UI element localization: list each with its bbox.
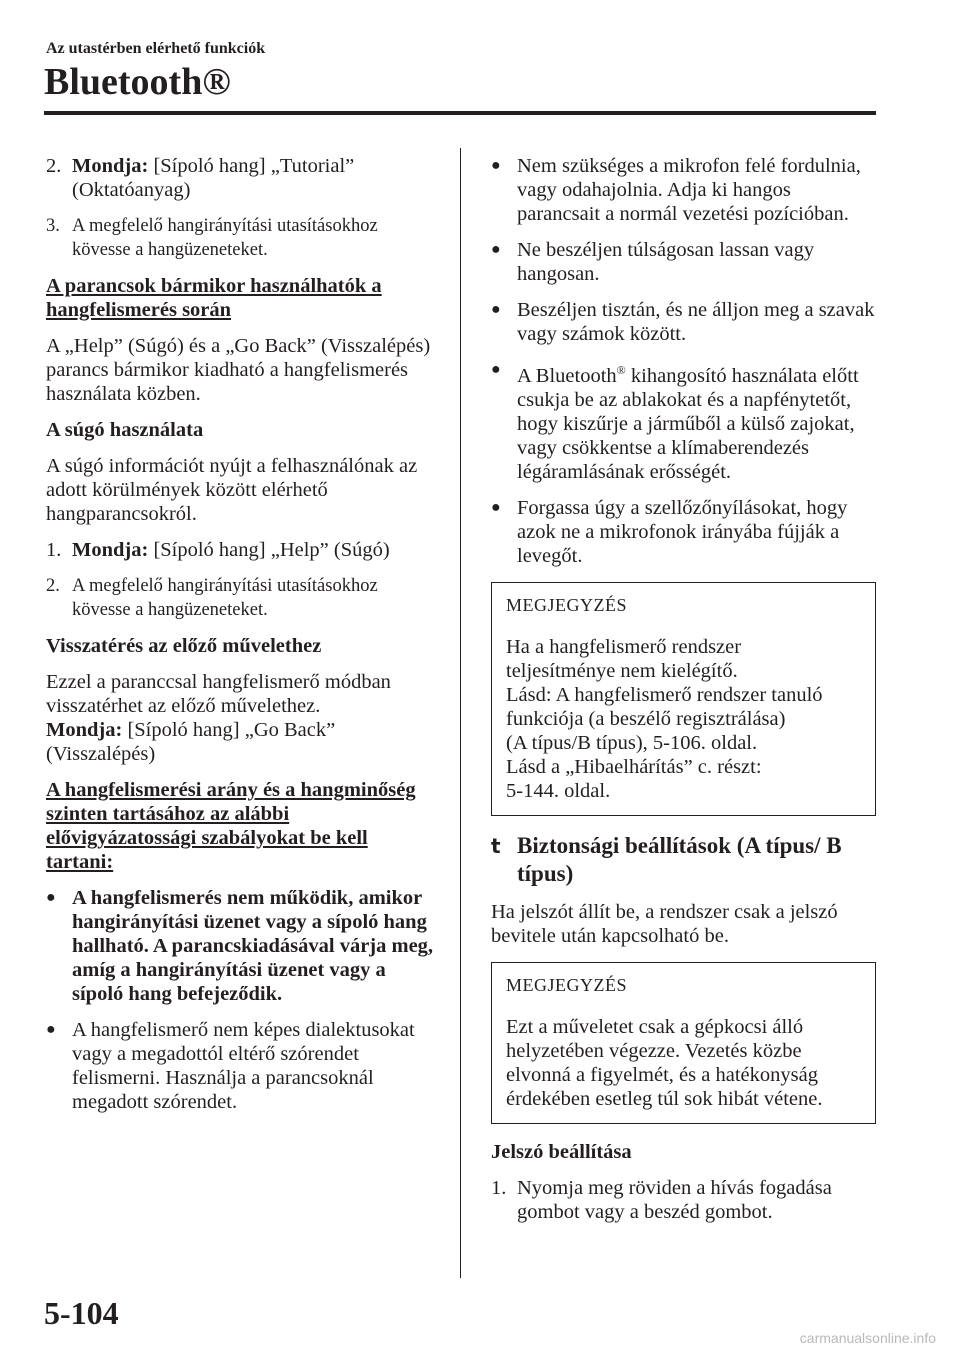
note-heading: MEGJEGYZÉS: [506, 974, 627, 995]
help-heading: A súgó használata: [46, 419, 204, 441]
step-number: 1.: [46, 539, 62, 561]
step-number: 3.: [46, 216, 60, 236]
section-marker-icon: t: [491, 833, 501, 858]
note-line: Lásd a „Hibaelhárítás” c. részt:: [506, 755, 762, 778]
back-heading: Visszatérés az előző művelethez: [46, 635, 322, 657]
watermark: carmanualsonline.info: [799, 1330, 936, 1346]
bullet-text: A hangfelismerő nem képes dialektusokat vagy a megadottól eltérő szórendet felismerni. Használja a parancsoknál megadott szórendet.: [72, 1019, 415, 1113]
right-column: [491, 154, 876, 1236]
step-text: A megfelelő hangirányítási utasításokhoz kövesse a hangüzeneteket.: [72, 576, 378, 620]
help-step-2: [46, 574, 438, 622]
bullet-text: Nem szükséges a mikrofon felé fordulnia, vagy odahajolnia. Adja ki hangos parancsait a normál vezetési pozícióban.: [517, 155, 861, 225]
bullet-text: A hangfelismerés nem működik, amikor hangirányítási üzenet vagy a sípoló hang hallható. A parancskiadásával várja meg, amíg a hangirányítási üzenet vagy a sípoló hang befejeződik.: [72, 887, 434, 1005]
step-number: 1.: [491, 1176, 507, 1199]
say-label: Mondja:: [46, 719, 123, 741]
column-divider: [460, 148, 461, 1278]
say-text: [Sípoló hang] „Go Back” (Visszalépés): [46, 719, 336, 765]
note-line: Ha a hangfelismerő rendszer: [506, 635, 742, 658]
breadcrumb: Az utastérben elérhető funkciók: [46, 40, 266, 57]
bullet-icon: ●: [46, 889, 56, 906]
step-text: [72, 154, 438, 202]
password-step-1: [491, 1176, 876, 1224]
note-heading: MEGJEGYZÉS: [506, 594, 627, 615]
bullet-text: [517, 358, 876, 484]
note-body: Ezt a műveletet csak a gépkocsi álló helyzetében végezze. Vezetés közbe elvonná a figyelmét, és a hatékonyság érdekében esetleg túl sok hibát vétene.: [506, 1015, 823, 1110]
note-line: (A típus/B típus), 5-106. oldal.: [506, 731, 758, 754]
page-title: Bluetooth®: [44, 61, 231, 103]
commands-heading: A parancsok bármikor használhatók a hangfelismerés során: [46, 275, 382, 321]
bullet-item: [491, 496, 876, 568]
bullet-text: Beszéljen tisztán, és ne álljon meg a szavak vagy számok között.: [517, 299, 875, 345]
note-box: [491, 962, 876, 1124]
step-text: Nyomja meg röviden a hívás fogadása gombot vagy a beszéd gombot.: [517, 1176, 832, 1223]
help-paragraph: A súgó információt nyújt a felhasználónak az adott körülmények között elérhető hangparancsokról.: [46, 455, 418, 525]
bullet-item: [491, 154, 876, 226]
section-paragraph: Ha jelszót állít be, a rendszer csak a jelszó bevitele után kapcsolható be.: [491, 900, 838, 947]
rules-heading: A hangfelismerési arány és a hangminőség szinten tartásához az alábbi elővigyázatossági szabályokat be kell tartani:: [46, 779, 416, 873]
step-3: [46, 214, 438, 262]
say-label: Mondja:: [72, 155, 149, 177]
left-column: [46, 154, 438, 1126]
note-line: 5-144. oldal.: [506, 779, 611, 802]
step-number: 2.: [46, 576, 60, 596]
help-step-1: [46, 538, 438, 562]
password-heading: Jelszó beállítása: [491, 1140, 632, 1163]
bullet-icon: ●: [46, 1021, 56, 1038]
bullet-item: [491, 238, 876, 286]
registered-mark: ®: [616, 363, 626, 377]
note-line: teljesítménye nem kielégítő.: [506, 659, 738, 682]
step-text: A megfelelő hangirányítási utasításokhoz kövesse a hangüzeneteket.: [72, 216, 378, 260]
step-number: 2.: [46, 155, 62, 177]
say-label: Mondja:: [72, 539, 149, 561]
bullet-icon: ●: [491, 498, 501, 516]
bullet-text: Ne beszéljen túlságosan lassan vagy hangosan.: [517, 239, 815, 285]
page-number: 5-104: [44, 1295, 119, 1331]
back-text: Ezzel a paranccsal hangfelismerő módban visszatérhet az előző művelethez.: [46, 671, 391, 717]
note-box: [491, 582, 876, 816]
section-title: Biztonsági beállítások (A típus/ B típus): [517, 832, 842, 886]
bullet-text-start: A Bluetooth: [517, 364, 617, 387]
say-text: [Sípoló hang] „Tutorial” (Oktatóanyag): [72, 155, 355, 201]
back-paragraph: [46, 670, 438, 766]
bullet-icon: ●: [491, 361, 501, 378]
bullet-icon: ●: [491, 301, 501, 318]
step-text: [72, 538, 438, 562]
bullet-text: Forgassa úgy a szellőzőnyílásokat, hogy azok ne a mikrofonok irányába fújják a levegőt.: [517, 496, 848, 567]
commands-paragraph: A „Help” (Súgó) és a „Go Back” (Visszalépés) parancs bármikor kiadható a hangfelismerés használata közben.: [46, 335, 431, 405]
bullet-text-rest: kihangosító használata előtt csukja be az ablakokat és a napfénytetőt, hogy kiszűrje a járműből a külső zajokat, vagy csökkentse a klímaberendezés légáramlásának erősségét.: [517, 364, 859, 483]
bullet-item: [491, 298, 876, 346]
say-text: [Sípoló hang] „Help” (Súgó): [153, 539, 390, 561]
note-body: [506, 635, 861, 803]
note-line: funkciója (a beszélő regisztrálása): [506, 707, 786, 730]
step-2: [46, 154, 438, 202]
bullet-item: [46, 1018, 438, 1114]
bullet-item: [46, 886, 438, 1006]
bullet-item: [491, 358, 876, 484]
section-heading: [491, 832, 876, 888]
header-rule: [44, 111, 876, 115]
bullet-icon: ●: [491, 241, 501, 258]
note-line: Lásd: A hangfelismerő rendszer tanuló: [506, 683, 823, 706]
bullet-icon: ●: [491, 157, 501, 174]
